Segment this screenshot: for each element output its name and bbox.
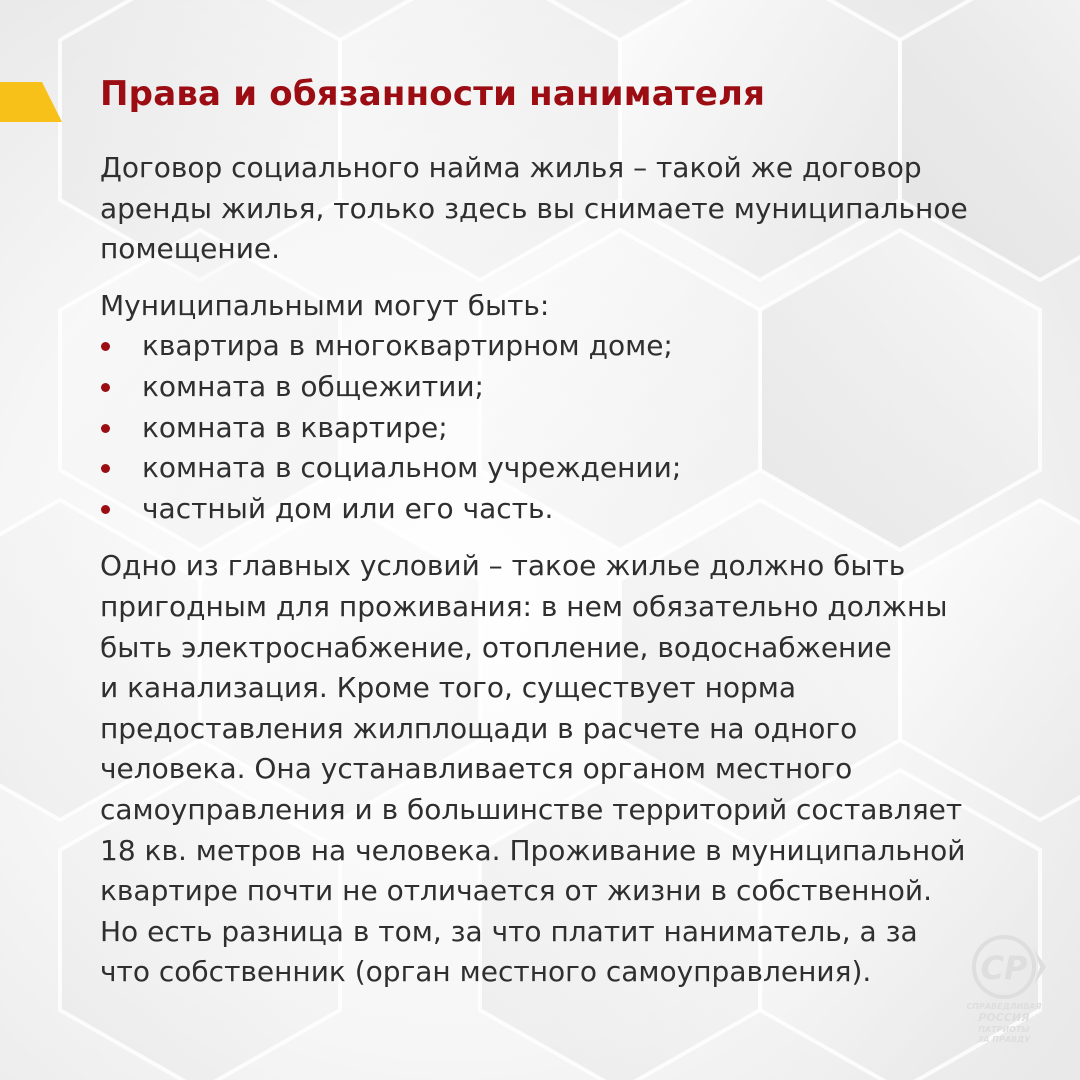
text-line: человека. Она устанавливается органом местного	[100, 752, 853, 786]
list-item	[100, 448, 1020, 489]
municipal-list	[100, 326, 1020, 529]
bullet-icon	[101, 505, 110, 514]
intro-paragraph	[100, 148, 1020, 270]
text-line: Одно из главных условий – такое жилье должно быть	[100, 549, 906, 583]
list-item-text: комната в общежитии;	[142, 369, 484, 403]
bullet-icon	[101, 424, 110, 433]
list-item	[100, 489, 1020, 530]
text-line: аренды жилья, только здесь вы снимаете муниципальное	[100, 191, 968, 225]
municipal-heading: Муниципальными могут быть:	[100, 288, 550, 322]
bullet-icon	[101, 342, 110, 351]
conditions-paragraph	[100, 546, 1020, 993]
list-item-text: комната в квартире;	[142, 410, 448, 444]
page-title: Права и обязанности нанимателя	[100, 74, 766, 114]
list-item-text: квартира в многоквартирном доме;	[142, 329, 673, 363]
text-line: пригодным для проживания: в нем обязательно должны	[100, 589, 948, 623]
list-item-text: комната в социальном учреждении;	[142, 451, 682, 485]
text-line: Договор социального найма жилья – такой же договор	[100, 151, 922, 184]
list-item	[100, 408, 1020, 449]
bullet-icon	[101, 383, 110, 392]
logo-text-line: СПРАВЕДЛИВАЯ	[966, 1002, 1042, 1011]
article-body	[100, 148, 1020, 993]
text-line: что собственник (орган местного самоуправления).	[100, 955, 872, 989]
text-line: и канализация. Кроме того, существует норма	[100, 671, 797, 705]
text-line: быть электроснабжение, отопление, водоснабжение	[100, 630, 892, 664]
text-line: помещение.	[100, 232, 281, 266]
text-line: 18 кв. метров на человека. Проживание в муниципальной	[100, 833, 966, 867]
logo-text-line: ПАТРИОТЫ	[978, 1025, 1030, 1034]
list-item	[100, 367, 1020, 408]
text-line: самоуправления и в большинстве территорий составляет	[100, 792, 963, 826]
text-line: квартире почти не отличается от жизни в собственной.	[100, 874, 933, 908]
list-item-text: частный дом или его часть.	[142, 491, 554, 525]
text-line: предоставления жилплощади в расчете на одного	[100, 711, 858, 745]
bullet-icon	[101, 464, 110, 473]
accent-tab	[0, 82, 62, 122]
logo-text-line: ЗА ПРАВДУ	[977, 1035, 1031, 1044]
list-item	[100, 326, 1020, 367]
logo-mark: СР	[980, 949, 1028, 987]
logo-text-line: РОССИЯ	[978, 1011, 1030, 1024]
party-logo	[964, 935, 1048, 1045]
text-line: Но есть разница в том, за что платит наниматель, а за	[100, 914, 918, 948]
